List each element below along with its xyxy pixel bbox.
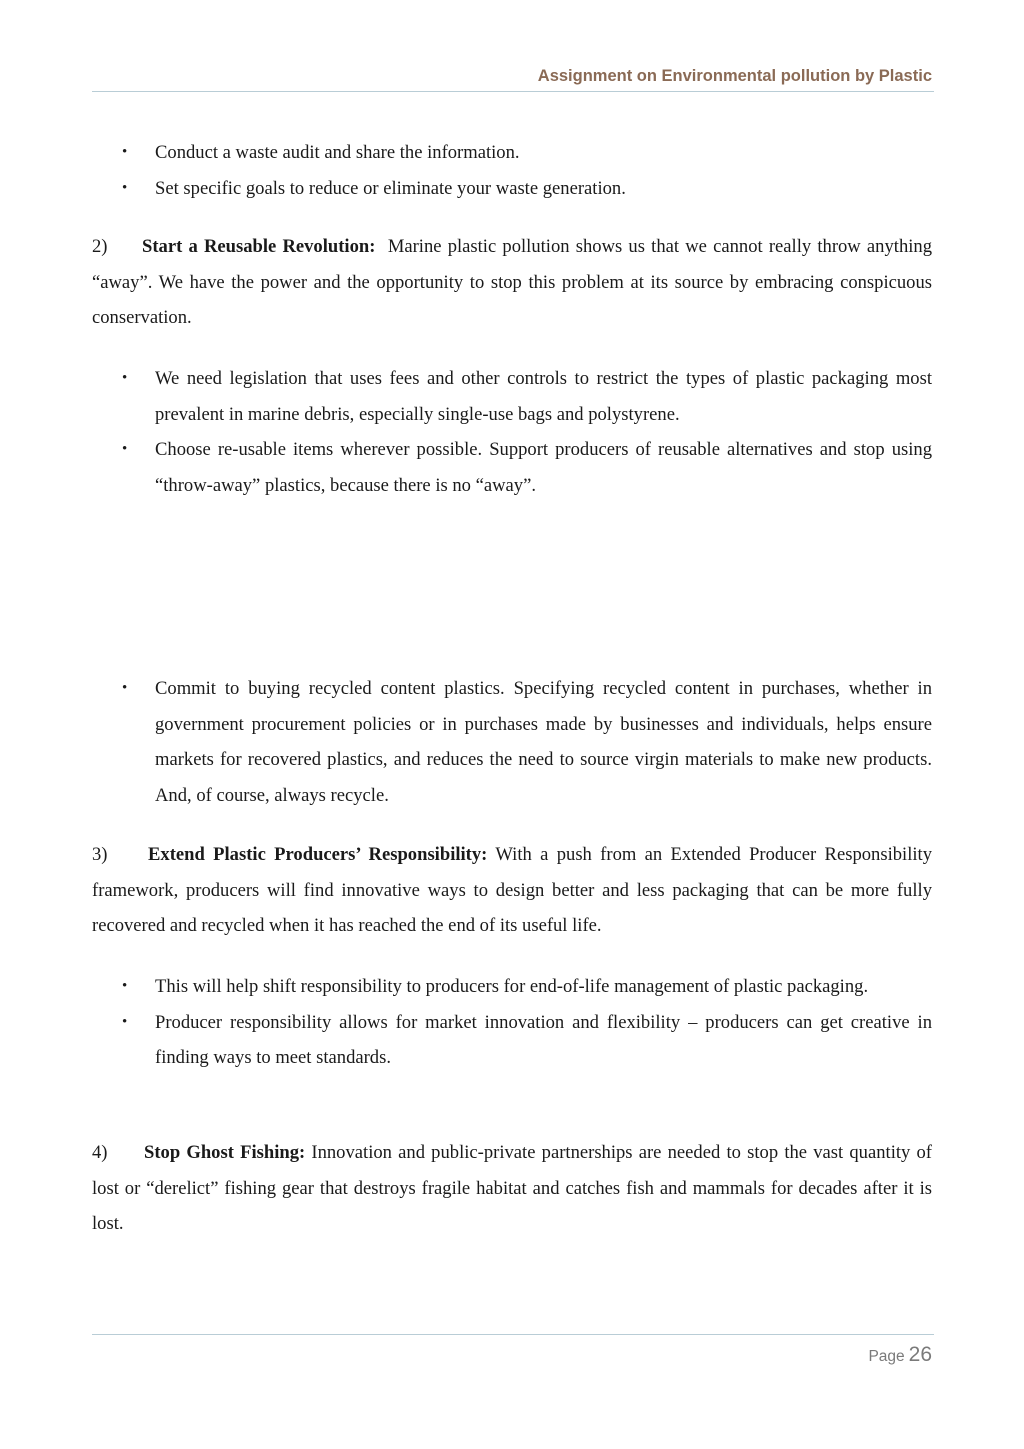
bullet-icon: • — [122, 370, 128, 386]
section-body: With a push from an Extended Producer Responsibility framework, producers will find innovative ways to design better and less packaging that can be more fully recovered and recycled when it has reached the end of its useful life. — [92, 844, 932, 936]
bullet-list-d — [92, 969, 932, 1076]
list-item: • Choose re-usable items wherever possible. Support producers of reusable alternatives and stop using “throw-away” plastics, because there is no “away”. — [92, 432, 932, 503]
bullet-icon: • — [122, 978, 128, 994]
bullet-icon: • — [122, 179, 128, 196]
section-number: 4) — [92, 1142, 108, 1163]
bullet-icon: • — [122, 441, 128, 457]
page-number — [868, 1343, 932, 1367]
section-body: Marine plastic pollution shows us that we cannot really throw anything “away”. We have the power and the opportunity to stop this problem at its source by embracing conspicuous conservation. — [92, 236, 932, 328]
section-number: 3) — [92, 844, 108, 865]
list-item: • Conduct a waste audit and share the information. — [92, 135, 932, 171]
bullet-list-a — [92, 135, 932, 206]
page-label: Page — [868, 1348, 905, 1365]
list-item: • Producer responsibility allows for market innovation and flexibility – producers can get creative in finding ways to meet standards. — [92, 1005, 932, 1076]
list-item: • This will help shift responsibility to producers for end-of-life management of plastic packaging. — [92, 969, 932, 1005]
bullet-list-c — [92, 671, 932, 813]
section-heading: Extend Plastic Producers’ Responsibility: — [148, 844, 488, 865]
bullet-icon: • — [122, 1013, 128, 1030]
footer-rule — [92, 1334, 934, 1335]
bullet-icon: • — [122, 680, 128, 696]
section-heading: Stop Ghost Fishing: — [144, 1142, 306, 1163]
bullet-icon: • — [122, 144, 128, 160]
section-4 — [92, 1135, 932, 1242]
section-heading: Start a Reusable Revolution: — [142, 236, 376, 257]
section-number: 2) — [92, 236, 108, 257]
bullet-list-b — [92, 361, 932, 503]
header-title: Assignment on Environmental pollution by Plastic — [537, 67, 932, 85]
list-item: • Commit to buying recycled content plastics. Specifying recycled content in purchases, whether in government procurement policies or in purchases made by businesses and individuals, helps ensure markets for recovered plastics, and reduces the need to source virgin materials to make new products. And, of course, always recycle. — [92, 671, 932, 813]
header-rule — [92, 91, 934, 92]
list-item: • Set specific goals to reduce or eliminate your waste generation. — [92, 171, 932, 207]
section-2 — [92, 229, 932, 336]
list-item: • We need legislation that uses fees and other controls to restrict the types of plastic packaging most prevalent in marine debris, especially single-use bags and polystyrene. — [92, 361, 932, 432]
section-3 — [92, 837, 932, 944]
page-number-value: 26 — [908, 1343, 932, 1366]
section-body: Innovation and public-private partnerships are needed to stop the vast quantity of lost or “derelict” fishing gear that destroys fragile habitat and catches fish and mammals for decades after it is lost. — [92, 1142, 933, 1234]
